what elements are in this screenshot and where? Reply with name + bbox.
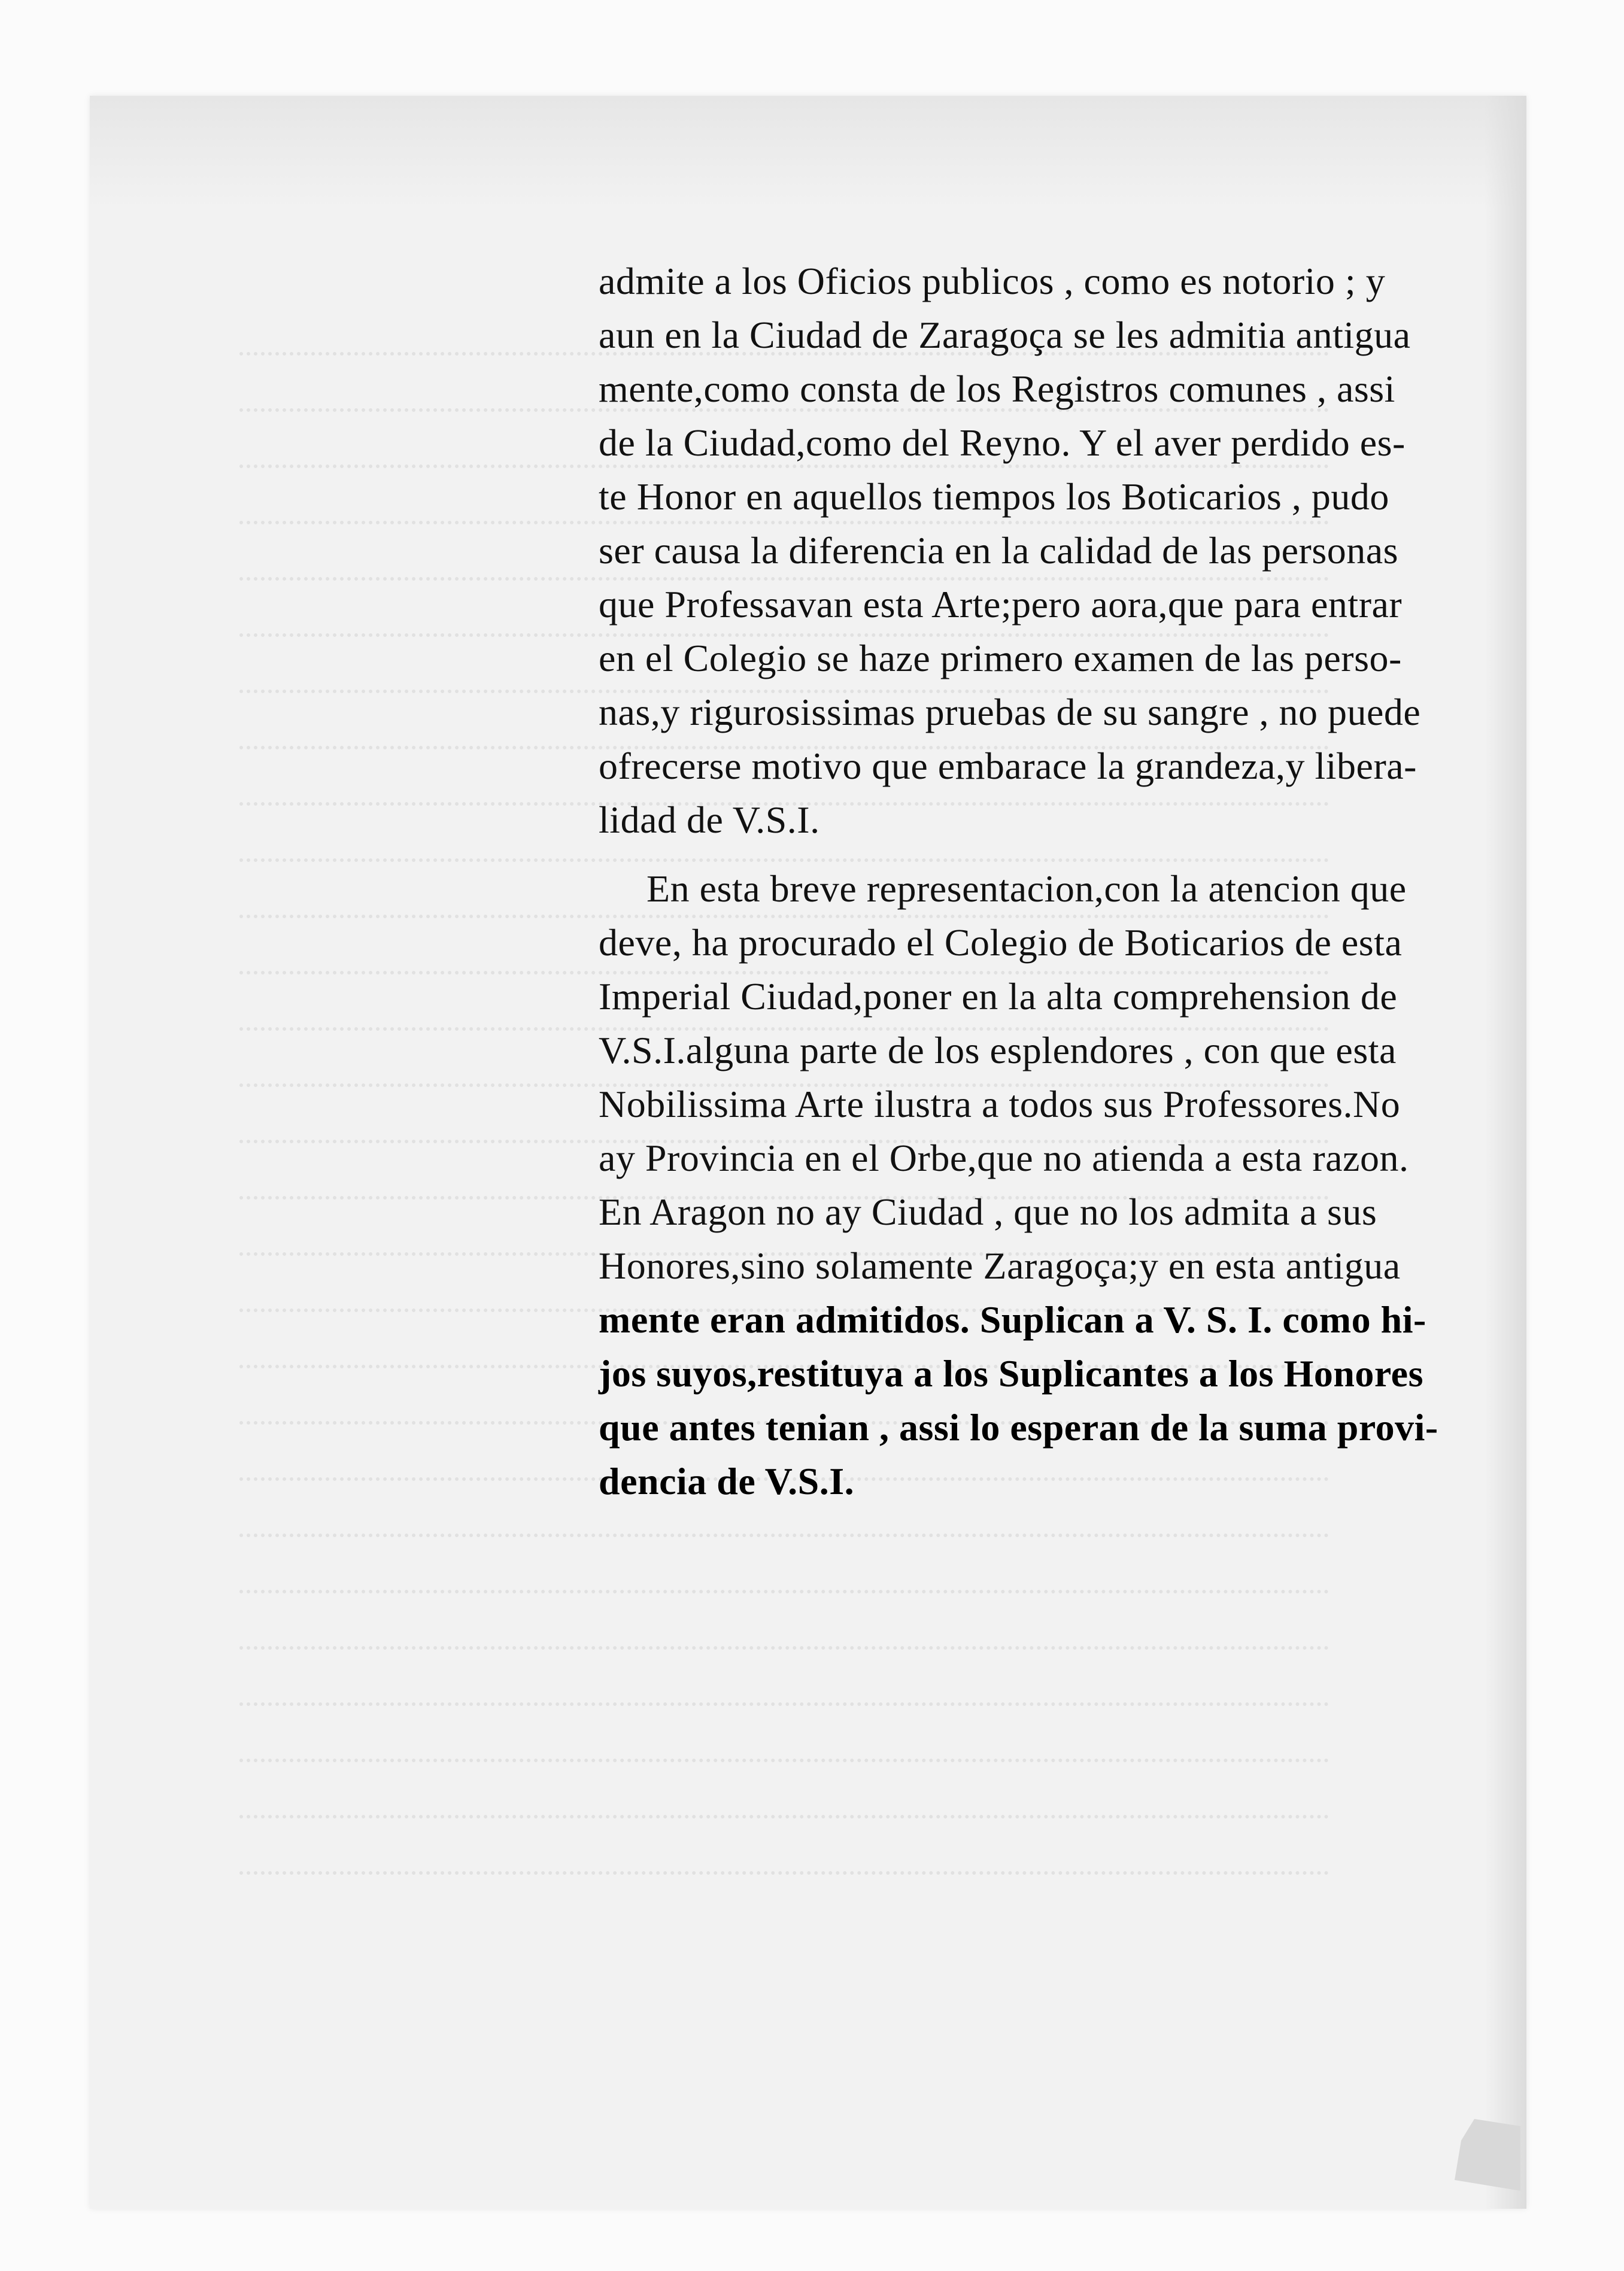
text-line: ser causa la diferencia en la calidad de las personas [599, 529, 1399, 572]
text-line: de la Ciudad,como del Reyno. Y el aver perdido es- [599, 421, 1406, 464]
text-line: jos suyos,restituya a los Suplicantes a los Honores [599, 1352, 1423, 1395]
text-line: lidad de V.S.I. [599, 799, 820, 841]
text-line: Honores,sino solamente Zaragoça;y en esta antigua [599, 1244, 1401, 1287]
text-line: nas,y rigurosissimas pruebas de su sangre , no puede [599, 691, 1421, 733]
text-line: mente,como consta de los Registros comunes , assi [599, 368, 1395, 410]
text-line: En Aragon no ay Ciudad , que no los admita a sus [599, 1191, 1377, 1233]
text-line: dencia de V.S.I. [599, 1460, 855, 1502]
text-line: aun en la Ciudad de Zaragoça se les admitia antigua [599, 314, 1411, 356]
text-line: mente eran admitidos. Suplican a V. S. I. como hi- [599, 1298, 1426, 1341]
text-line: deve, ha procurado el Colegio de Boticarios de esta [599, 921, 1403, 964]
text-line: te Honor en aquellos tiempos los Boticarios , pudo [599, 475, 1389, 518]
paragraph-spacer [599, 847, 1377, 862]
text-line: En esta breve representacion,con la atencion que [646, 867, 1407, 910]
text-line: que Professavan esta Arte;pero aora,que para entrar [599, 583, 1403, 626]
document-text-block [599, 254, 1438, 1508]
paper-shadow-top [90, 96, 1526, 210]
text-line: V.S.I.alguna parte de los esplendores , con que esta [599, 1029, 1397, 1071]
text-line: en el Colegio se haze primero examen de las perso- [599, 637, 1402, 679]
text-line: ay Provincia en el Orbe,que no atienda a esta razon. [599, 1137, 1409, 1179]
text-line: ofrecerse motivo que embarace la grandeza,y libera- [599, 745, 1417, 787]
text-line: Nobilissima Arte ilustra a todos sus Professores.No [599, 1083, 1401, 1125]
paper-edge-right [1485, 96, 1526, 2209]
text-line: que antes tenian , assi lo esperan de la suma provi- [599, 1406, 1438, 1449]
text-line: admite a los Oficios publicos , como es notorio ; y [599, 260, 1386, 302]
text-line: Imperial Ciudad,poner en la alta comprehension de [599, 975, 1398, 1018]
